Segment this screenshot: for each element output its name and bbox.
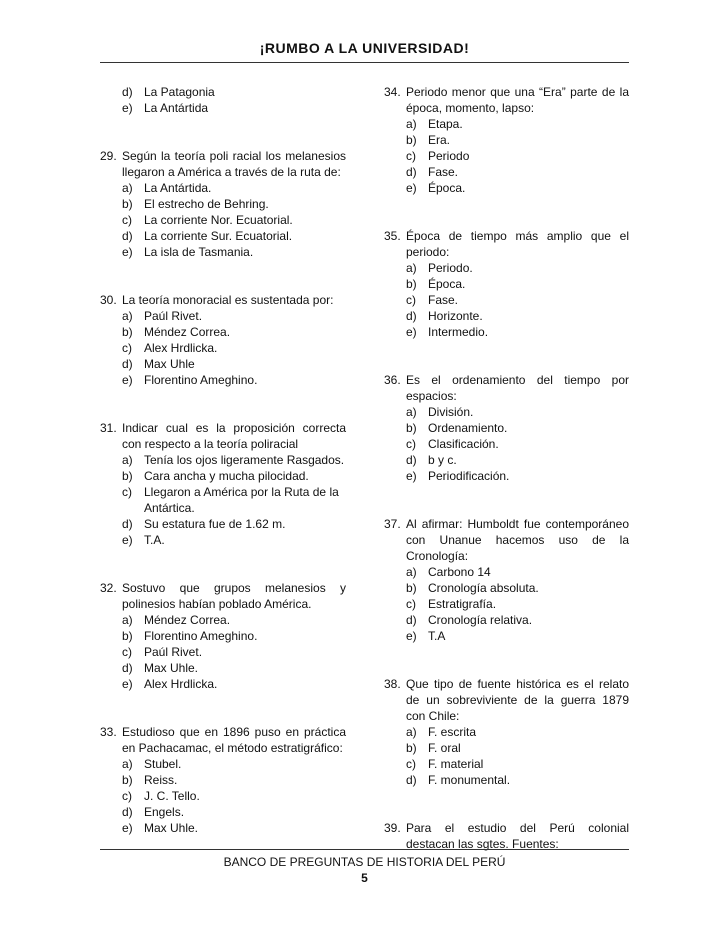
footer-divider — [100, 849, 629, 850]
question-39 — [384, 820, 629, 852]
option-text: Cronología relativa. — [428, 613, 533, 627]
question-text: Época de tiempo más amplio que el periodo: — [406, 229, 629, 259]
option-list — [406, 404, 629, 484]
option-list — [122, 756, 346, 836]
option-letter: a) — [122, 309, 133, 323]
option-item — [122, 324, 346, 340]
option-letter: d) — [122, 357, 133, 371]
question-34 — [384, 84, 629, 196]
option-letter: e) — [122, 533, 133, 547]
question-number: 31. — [100, 421, 117, 435]
question-35 — [384, 228, 629, 340]
option-item — [406, 132, 629, 148]
option-letter: c) — [406, 437, 416, 451]
option-item — [406, 276, 629, 292]
option-item — [122, 516, 346, 532]
option-item — [406, 756, 629, 772]
option-text: Periodificación. — [428, 469, 510, 483]
option-item — [406, 580, 629, 596]
option-text: Paúl Rivet. — [144, 645, 203, 659]
option-text: Carbono 14 — [428, 565, 491, 579]
question-stem — [384, 820, 629, 852]
option-letter: c) — [122, 341, 132, 355]
question-31 — [100, 420, 346, 548]
continuation-options — [122, 84, 346, 116]
question-stem — [100, 420, 346, 452]
question-text: Según la teoría poli racial los melanesios llegaron a América a través de la ruta de: — [122, 149, 346, 179]
option-text: Periodo — [428, 149, 470, 163]
question-text: La teoría monoracial es sustentada por: — [122, 293, 334, 307]
option-text: Fase. — [428, 165, 459, 179]
option-item — [122, 644, 346, 660]
option-item — [406, 596, 629, 612]
option-letter: e) — [122, 245, 133, 259]
option-item — [122, 452, 346, 468]
option-text: Época. — [428, 181, 466, 195]
option-text: Florentino Ameghino. — [144, 373, 258, 387]
option-letter: c) — [122, 789, 132, 803]
option-text: F. escrita — [428, 725, 477, 739]
option-text: Alex Hrdlicka. — [144, 341, 218, 355]
option-text: Reiss. — [144, 773, 178, 787]
option-letter: e) — [122, 821, 133, 835]
option-item — [406, 468, 629, 484]
question-number: 32. — [100, 581, 117, 595]
option-letter: a) — [406, 565, 417, 579]
option-letter: a) — [122, 757, 133, 771]
question-37 — [384, 516, 629, 644]
option-item — [122, 484, 346, 516]
option-text: Era. — [428, 133, 451, 147]
question-text: Periodo menor que una “Era” parte de la época, momento, lapso: — [406, 85, 629, 115]
question-stem — [100, 724, 346, 756]
option-text: Etapa. — [428, 117, 463, 131]
option-text: Paúl Rivet. — [144, 309, 203, 323]
option-letter: c) — [122, 213, 132, 227]
header-divider — [100, 62, 629, 63]
option-item — [122, 788, 346, 804]
question-number: 33. — [100, 725, 117, 739]
question-text: Indicar cual es la proposición correcta con respecto a la teoría poliracial — [122, 421, 346, 451]
option-item — [122, 244, 346, 260]
option-list — [122, 612, 346, 692]
option-letter: c) — [122, 485, 132, 499]
question-text: Al afirmar: Humboldt fue contemporáneo con Unanue hacemos uso de la Cronología: — [406, 517, 629, 563]
option-text: T.A — [428, 629, 446, 643]
question-text: Para el estudio del Perú colonial destacan las sgtes. Fuentes: — [406, 821, 629, 851]
option-letter: e) — [406, 629, 417, 643]
option-text: Clasificación. — [428, 437, 499, 451]
option-item — [406, 260, 629, 276]
option-text: Estratigrafía. — [428, 597, 497, 611]
option-text: La isla de Tasmania. — [144, 245, 254, 259]
question-number: 38. — [384, 677, 401, 691]
question-38 — [384, 676, 629, 788]
option-item — [122, 660, 346, 676]
option-item — [406, 308, 629, 324]
option-letter: b) — [406, 277, 417, 291]
question-number: 34. — [384, 85, 401, 99]
option-text: Engels. — [144, 805, 185, 819]
question-number: 36. — [384, 373, 401, 387]
question-text: Que tipo de fuente histórica es el relato de un sobreviviente de la guerra 1879 con Chile: — [406, 677, 629, 723]
question-text: Estudioso que en 1896 puso en práctica en Pachacamac, el método estratigráfico: — [122, 725, 346, 755]
right-column — [384, 84, 629, 884]
option-item — [406, 740, 629, 756]
option-text: Stubel. — [144, 757, 182, 771]
option-text: La Antártida. — [144, 181, 212, 195]
option-item — [122, 356, 346, 372]
question-stem — [384, 84, 629, 116]
option-item — [122, 212, 346, 228]
question-stem — [100, 580, 346, 612]
option-letter: a) — [406, 261, 417, 275]
option-letter: d) — [122, 661, 133, 675]
option-item — [122, 340, 346, 356]
option-letter: d) — [406, 165, 417, 179]
option-letter: b) — [122, 325, 133, 339]
option-letter: b) — [122, 197, 133, 211]
question-stem — [384, 228, 629, 260]
question-stem — [100, 292, 346, 308]
option-letter: e) — [406, 181, 417, 195]
question-number: 30. — [100, 293, 117, 307]
option-letter: b) — [122, 773, 133, 787]
option-item — [122, 532, 346, 548]
option-item — [406, 564, 629, 580]
option-item — [406, 612, 629, 628]
question-32 — [100, 580, 346, 692]
option-letter: a) — [406, 405, 417, 419]
option-list — [122, 180, 346, 260]
option-letter: b) — [122, 469, 133, 483]
option-item — [406, 116, 629, 132]
option-letter: b) — [406, 133, 417, 147]
option-letter: b) — [406, 741, 417, 755]
option-item — [406, 164, 629, 180]
option-item — [122, 372, 346, 388]
option-list — [406, 116, 629, 196]
option-letter: d) — [406, 453, 417, 467]
option-letter: c) — [406, 293, 416, 307]
option-item — [122, 628, 346, 644]
option-item — [406, 436, 629, 452]
option-text: F. oral — [428, 741, 461, 755]
option-list — [406, 724, 629, 788]
option-letter: a) — [406, 117, 417, 131]
option-letter: a) — [406, 725, 417, 739]
option-text: Cronología absoluta. — [428, 581, 539, 595]
option-letter: e) — [122, 677, 133, 691]
question-number: 39. — [384, 821, 401, 835]
option-list — [122, 308, 346, 388]
footer-text: BANCO DE PREGUNTAS DE HISTORIA DEL PERÚ — [223, 855, 506, 869]
option-text: La corriente Sur. Ecuatorial. — [144, 229, 293, 243]
option-text: Ordenamiento. — [428, 421, 508, 435]
option-item — [122, 612, 346, 628]
option-item — [122, 228, 346, 244]
option-item — [122, 676, 346, 692]
question-text: Sostuvo que grupos melanesios y polinesios habían poblado América. — [122, 581, 346, 611]
option-item — [122, 820, 346, 836]
question-stem — [384, 372, 629, 404]
question-33 — [100, 724, 346, 836]
option-letter: c) — [406, 149, 416, 163]
option-text: Méndez Correa. — [144, 613, 231, 627]
option-item: d) La Patagonia — [122, 85, 215, 99]
option-letter: c) — [122, 645, 132, 659]
option-letter: d) — [406, 309, 417, 323]
question-text: Es el ordenamiento del tiempo por espacios: — [406, 373, 629, 403]
option-letter: e) — [406, 469, 417, 483]
option-item — [122, 756, 346, 772]
option-text: Llegaron a América por la Ruta de la Antártica. — [144, 485, 339, 515]
option-text: F. material — [428, 757, 484, 771]
question-stem — [384, 676, 629, 724]
question-29 — [100, 148, 346, 260]
option-letter: e) — [122, 373, 133, 387]
option-item — [406, 180, 629, 196]
option-text: Época. — [428, 277, 466, 291]
option-list — [122, 452, 346, 548]
option-text: Intermedio. — [428, 325, 489, 339]
option-item — [122, 468, 346, 484]
option-letter: a) — [122, 453, 133, 467]
option-text: La corriente Nor. Ecuatorial. — [144, 213, 293, 227]
option-text: Periodo. — [428, 261, 473, 275]
option-item — [406, 292, 629, 308]
question-number: 37. — [384, 517, 401, 531]
option-text: Méndez Correa. — [144, 325, 231, 339]
option-letter: d) — [122, 805, 133, 819]
option-letter: c) — [406, 757, 416, 771]
option-letter: b) — [122, 629, 133, 643]
option-text: Cara ancha y mucha pilocidad. — [144, 469, 309, 483]
option-letter: d) — [406, 773, 417, 787]
option-letter: d) — [406, 613, 417, 627]
option-list — [406, 564, 629, 644]
page-number: 5 — [361, 871, 368, 885]
option-letter: b) — [406, 421, 417, 435]
option-text: Fase. — [428, 293, 459, 307]
option-text: F. monumental. — [428, 773, 511, 787]
option-text: Alex Hrdlicka. — [144, 677, 218, 691]
option-item — [406, 724, 629, 740]
option-item — [406, 772, 629, 788]
option-letter: d) — [122, 517, 133, 531]
option-item — [122, 308, 346, 324]
option-item — [122, 804, 346, 820]
left-column — [100, 84, 346, 868]
option-letter: d) — [122, 229, 133, 243]
question-30 — [100, 292, 346, 388]
option-item — [406, 404, 629, 420]
option-item — [406, 452, 629, 468]
option-text: T.A. — [144, 533, 165, 547]
option-text: Su estatura fue de 1.62 m. — [144, 517, 286, 531]
option-item — [122, 180, 346, 196]
option-text: Max Uhle. — [144, 661, 199, 675]
option-item — [406, 148, 629, 164]
option-text: Horizonte. — [428, 309, 483, 323]
option-text: Max Uhle — [144, 357, 195, 371]
option-letter: a) — [122, 613, 133, 627]
option-text: Florentino Ameghino. — [144, 629, 258, 643]
option-list — [406, 260, 629, 340]
option-text: b y c. — [428, 453, 457, 467]
option-item — [406, 628, 629, 644]
question-stem — [384, 516, 629, 564]
option-letter: b) — [406, 581, 417, 595]
page-header-title: ¡RUMBO A LA UNIVERSIDAD! — [259, 40, 470, 56]
option-item — [406, 324, 629, 340]
question-36 — [384, 372, 629, 484]
option-text: Tenía los ojos ligeramente Rasgados. — [144, 453, 345, 467]
option-item: e) La Antártida — [122, 101, 209, 115]
question-stem — [100, 148, 346, 180]
option-item — [122, 772, 346, 788]
option-text: División. — [428, 405, 474, 419]
option-text: Max Uhle. — [144, 821, 199, 835]
option-text: J. C. Tello. — [144, 789, 200, 803]
question-number: 29. — [100, 149, 117, 163]
option-letter: c) — [406, 597, 416, 611]
question-number: 35. — [384, 229, 401, 243]
option-item — [122, 196, 346, 212]
option-item — [406, 420, 629, 436]
option-letter: e) — [406, 325, 417, 339]
option-text: El estrecho de Behring. — [144, 197, 269, 211]
option-letter: a) — [122, 181, 133, 195]
